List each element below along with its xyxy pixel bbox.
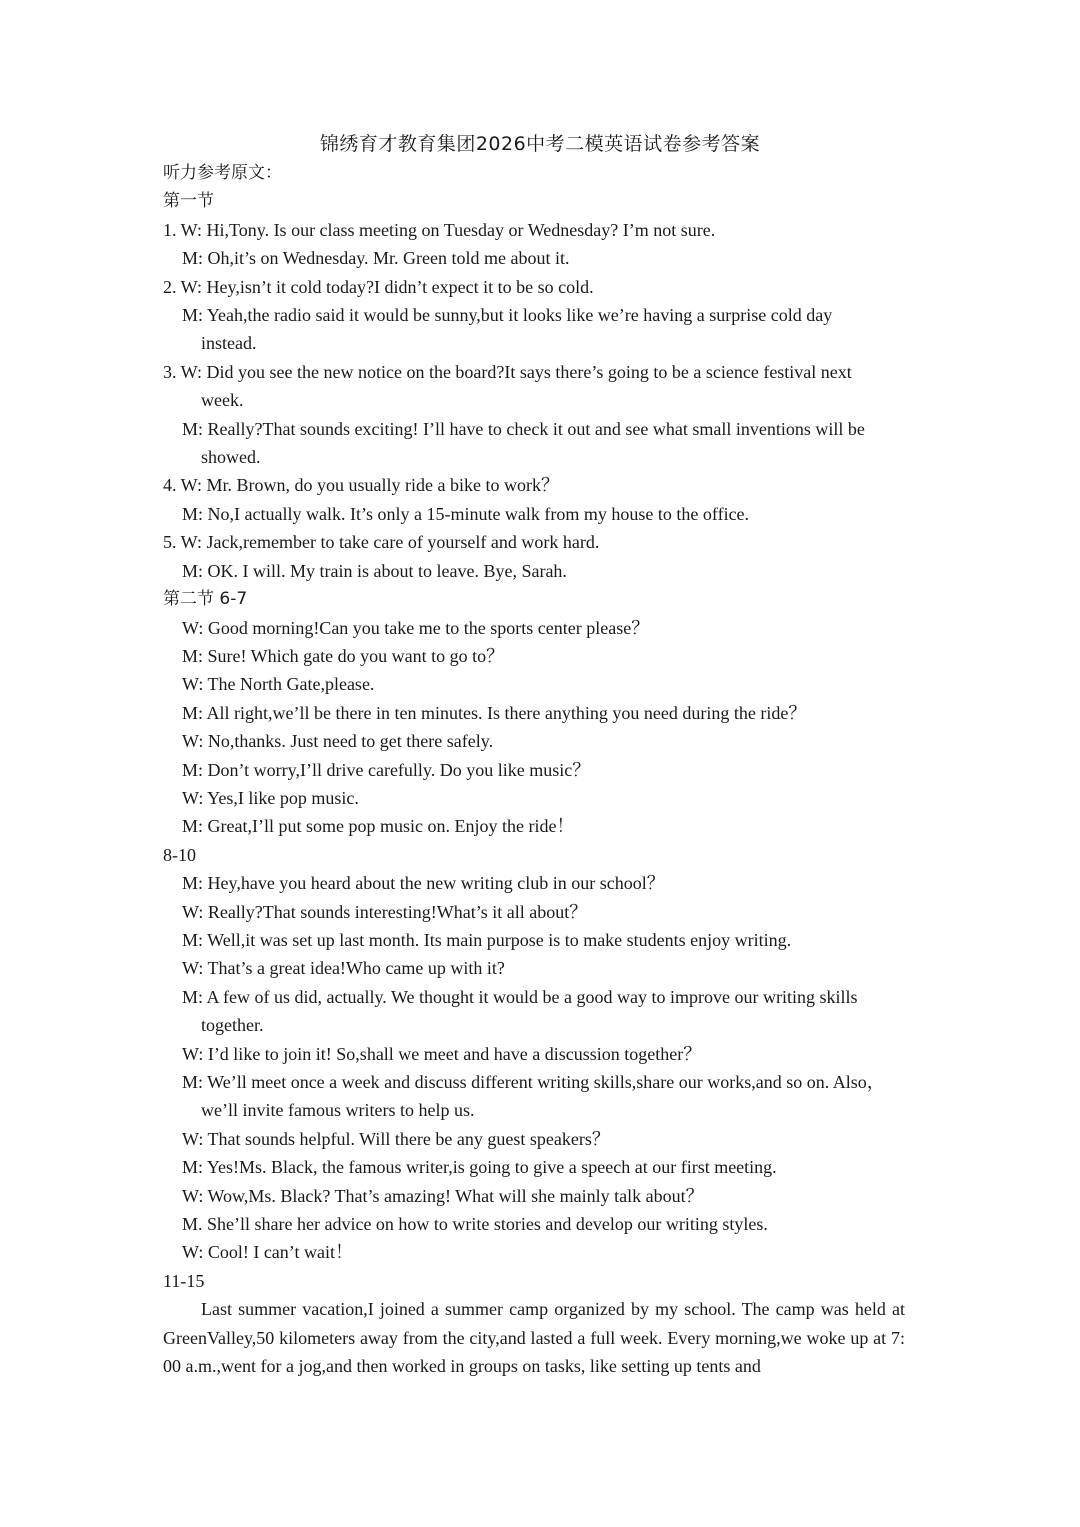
s1-line: week. bbox=[201, 390, 244, 411]
listening-label: 听力参考原文： bbox=[163, 163, 282, 183]
dialogue-line: M: Yes!Ms. Black, the famous writer,is going to give a speech at our first meeting. bbox=[182, 1157, 777, 1178]
section1-label: 第一节 bbox=[163, 191, 214, 212]
s1-line: 1. W: Hi,Tony. Is our class meeting on Tuesday or Wednesday? I’m not sure. bbox=[163, 219, 716, 240]
s1-line: M: Yeah,the radio said it would be sunny,but it looks like we’re having a surprise cold day bbox=[182, 305, 833, 326]
s1-line: M: Oh,it’s on Wednesday. Mr. Green told me about it. bbox=[182, 248, 570, 269]
dialogue-line: W: Yes,I like pop music. bbox=[182, 787, 359, 808]
dialogue-line: M: A few of us did, actually. We thought it would be a good way to improve our writing skills bbox=[182, 986, 858, 1007]
dialogue-line: W: Really?That sounds interesting!What’s it all about？ bbox=[182, 901, 588, 922]
s1-line: M: No,I actually walk. It’s only a 15-minute walk from my house to the office. bbox=[182, 503, 750, 524]
dialogue-line: W: No,thanks. Just need to get there safely. bbox=[182, 731, 494, 752]
s1-line: 5. W: Jack,remember to take care of yourself and work hard. bbox=[163, 532, 600, 553]
dialogue-line: W: Wow,Ms. Black? That’s amazing! What will she mainly talk about？ bbox=[182, 1185, 704, 1206]
dialogue-line: M: Don’t worry,I’ll drive carefully. Do you like music？ bbox=[182, 759, 591, 780]
dialogue-line: W: The North Gate,please. bbox=[182, 674, 375, 695]
dialogue-line: W: Good morning!Can you take me to the sports center please？ bbox=[182, 617, 650, 638]
dialogue-line: W: That’s a great idea!Who came up with it? bbox=[182, 958, 505, 979]
section2-label: 第二节 6-7 bbox=[163, 589, 248, 610]
document-title: 锦绣育才教育集团2026中考二模英语试卷参考答案 bbox=[319, 133, 761, 155]
passage-paragraph: Last summer vacation,I joined a summer camp organized by my school. The camp was held at GreenValley,50 kilometers away from the city,and lasted a full week. Every morning,we woke up at 7: 00 a.m.,went for a jog,and then worked in groups on tasks, like setting up tents and bbox=[163, 1299, 905, 1377]
dialogue-line: together. bbox=[201, 1015, 264, 1036]
document-body bbox=[163, 159, 923, 1380]
s1-line: showed. bbox=[201, 447, 261, 468]
s1-line: M: Really?That sounds exciting! I’ll have to check it out and see what small inventions will be bbox=[182, 418, 865, 439]
dialogue-line: M: All right,we’ll be there in ten minutes. Is there anything you need during the ride？ bbox=[182, 702, 807, 723]
dialogue-line: M. She’ll share her advice on how to write stories and develop our writing styles. bbox=[182, 1214, 768, 1235]
dialogue-line: W: I’d like to join it! So,shall we meet and have a discussion together？ bbox=[182, 1043, 702, 1064]
s1-line: 2. W: Hey,isn’t it cold today?I didn’t expect it to be so cold. bbox=[163, 276, 594, 297]
s1-line: 4. W: Mr. Brown, do you usually ride a bike to work？ bbox=[163, 475, 559, 496]
dialogue-line: M: Well,it was set up last month. Its main purpose is to make students enjoy writing. bbox=[182, 929, 792, 950]
dialogue-line: we’ll invite famous writers to help us. bbox=[201, 1100, 475, 1121]
s1-line: 3. W: Did you see the new notice on the board?It says there’s going to be a science festival next bbox=[163, 361, 852, 382]
dialogue-line: W: That sounds helpful. Will there be any guest speakers？ bbox=[182, 1128, 610, 1149]
section-11-15-label: 11-15 bbox=[163, 1270, 205, 1291]
s1-line: instead. bbox=[201, 333, 257, 354]
dialogue-line: M: Sure! Which gate do you want to go to？ bbox=[182, 645, 505, 666]
dialogue-line: M: Great,I’ll put some pop music on. Enjoy the ride！ bbox=[182, 816, 575, 837]
section-8-10-label: 8-10 bbox=[163, 844, 196, 865]
dialogue-line: M: We’ll meet once a week and discuss different writing skills,share our works,and so on. Also， bbox=[182, 1072, 885, 1092]
dialogue-line: M: Hey,have you heard about the new writing club in our school？ bbox=[182, 873, 665, 894]
dialogue-line: W: Cool! I can’t wait！ bbox=[182, 1242, 353, 1263]
s1-line: M: OK. I will. My train is about to leave. Bye, Sarah. bbox=[182, 560, 567, 581]
